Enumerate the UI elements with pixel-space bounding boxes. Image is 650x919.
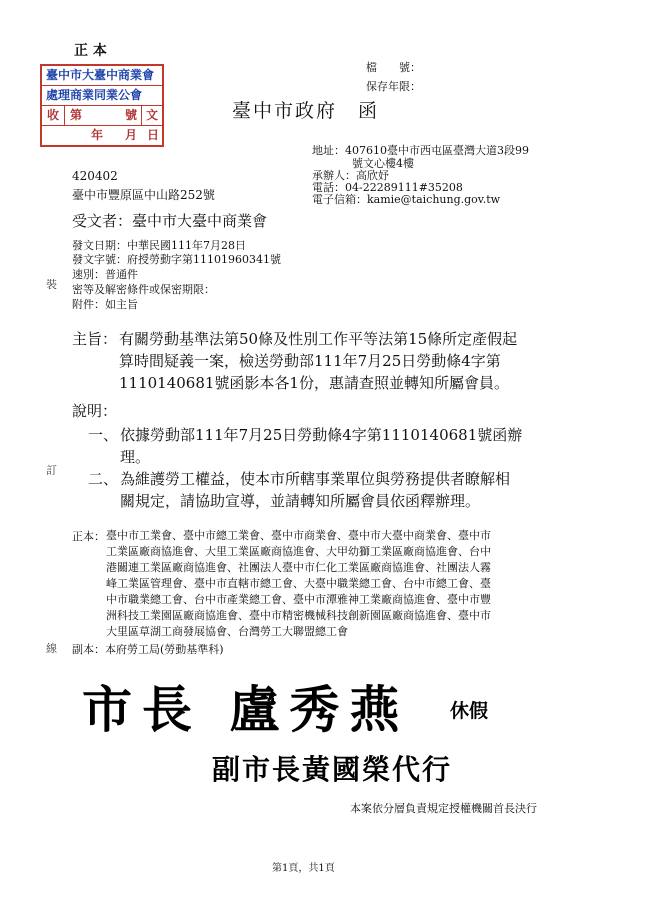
margin-label-line: 線 bbox=[46, 642, 57, 655]
original-line: 大里區草湖工商發展協會、台灣勞工大聯盟總工會 bbox=[106, 625, 348, 638]
copy-text: 本府勞工局(勞動基準科) bbox=[105, 643, 224, 656]
stamp-year: 年 bbox=[90, 128, 103, 142]
address-label: 地址： bbox=[312, 144, 345, 157]
stamp-date-row bbox=[42, 126, 162, 145]
page-footer: 第1頁，共1頁 bbox=[272, 863, 335, 874]
secrecy: 密等及解密條件或保密期限： bbox=[72, 283, 215, 296]
stamp-receive: 收 bbox=[42, 106, 65, 125]
mayor-signature: 市長 盧秀燕 bbox=[82, 680, 410, 739]
authority-note: 本案依分層負責規定授權機關首長決行 bbox=[350, 802, 537, 815]
recipient-label: 受文者： bbox=[72, 212, 133, 230]
page-title: 臺中市政府 函 bbox=[232, 100, 380, 122]
item2-label: 二、 bbox=[88, 470, 119, 488]
address-line1 bbox=[312, 142, 529, 158]
item1-line: 依據勞動部111年7月25日勞動條4字第1110140681號函辦 bbox=[120, 426, 523, 444]
item1-label: 一、 bbox=[88, 426, 119, 444]
original-line: 峰工業區管理會、臺中市直轄市總工會、大臺中職業總工會、台中市總工會、臺 bbox=[106, 577, 491, 590]
file-no-label: 檔 號： bbox=[366, 61, 421, 74]
retention-label: 保存年限： bbox=[366, 80, 421, 93]
phone-label: 電話： bbox=[312, 181, 345, 194]
issue-number: 發文字號：府授勞動字第11101960341號 bbox=[72, 253, 281, 266]
issue-date: 發文日期：中華民國111年7月28日 bbox=[72, 239, 246, 252]
subject-line: 算時間疑義一案，檢送勞動部111年7月25日勞動條4字第 bbox=[119, 352, 501, 370]
item2-line: 關規定，請協助宣導，並請轉知所屬會員依函釋辦理。 bbox=[120, 492, 481, 510]
stamp-no-label: 第 bbox=[69, 108, 82, 122]
postal-code: 420402 bbox=[72, 169, 118, 183]
receipt-stamp bbox=[40, 64, 164, 147]
original-line: 工業區廠商協進會、大里工業區廠商協進會、大甲幼獅工業區廠商協進會、台中 bbox=[106, 545, 491, 558]
email-value: kamie@taichung.gov.tw bbox=[367, 193, 501, 206]
stamp-line1: 臺中市大臺中商業會 bbox=[42, 66, 162, 86]
address-value: 407610臺中市西屯區臺灣大道3段99 bbox=[345, 144, 529, 157]
copy-row bbox=[72, 641, 224, 657]
subject-label: 主旨： bbox=[72, 330, 118, 348]
stamp-day: 日 bbox=[146, 128, 159, 142]
original-line: 港關連工業區廠商協進會、社團法人臺中市仁化工業區廠商協進會、社團法人霧 bbox=[106, 561, 491, 574]
subject-line: 1110140681號函影本各1份，惠請查照並轉知所屬會員。 bbox=[119, 374, 509, 392]
item2-text bbox=[120, 468, 510, 512]
stamp-number-row bbox=[42, 106, 162, 126]
margin-label-staple: 訂 bbox=[46, 464, 57, 477]
copy-label: 副本： bbox=[72, 643, 105, 656]
original-label: 正本： bbox=[72, 530, 105, 543]
speed: 速別：普通件 bbox=[72, 268, 138, 281]
contact-label: 承辦人： bbox=[312, 169, 356, 182]
explanation-label: 說明： bbox=[72, 402, 118, 420]
original-line: 中市職業總工會、台中市產業總工會、臺中市潭雅神工業廠商協進會、臺中市豐 bbox=[106, 593, 491, 606]
margin-label-bind: 裝 bbox=[46, 278, 57, 291]
original-line: 臺中市工業會、臺中市總工業會、臺中市商業會、臺中市大臺中商業會、臺中市 bbox=[106, 529, 491, 542]
subject-text bbox=[119, 328, 517, 394]
contact-name: 高欣妤 bbox=[356, 169, 389, 182]
stamp-line2: 處理商業同業公會 bbox=[42, 86, 162, 106]
stamp-doc: 文 bbox=[145, 108, 158, 122]
recipient-address: 臺中市豐原區中山路252號 bbox=[72, 188, 215, 202]
subject-line: 有關勞動基準法第50條及性別工作平等法第15條所定產假起 bbox=[119, 330, 518, 348]
original-list bbox=[106, 528, 491, 640]
stamp-month: 月 bbox=[124, 128, 137, 142]
phone-value: 04-22289111#35208 bbox=[345, 181, 463, 194]
email-row bbox=[312, 191, 500, 207]
stamp-no-suffix: 號 bbox=[121, 106, 142, 125]
original-line: 洲科技工業園區廠商協進會、臺中市精密機械科技創新園區廠商協進會、臺中市 bbox=[106, 609, 491, 622]
leave-note: 休假 bbox=[450, 700, 489, 722]
copy-mark: 正 本 bbox=[74, 43, 107, 59]
email-label: 電子信箱： bbox=[312, 193, 367, 206]
item1-text bbox=[120, 424, 522, 468]
item1-line: 理。 bbox=[120, 448, 151, 466]
recipient-name: 臺中市大臺中商業會 bbox=[132, 212, 268, 230]
deputy-signature: 副市長黃國榮代行 bbox=[212, 753, 453, 786]
item2-line: 為維護勞工權益，使本市所轄事業單位與勞務提供者瞭解相 bbox=[120, 470, 511, 488]
recipient-line bbox=[72, 210, 267, 231]
attachment: 附件：如主旨 bbox=[72, 298, 138, 311]
address-line2: 號文心樓4樓 bbox=[352, 157, 414, 170]
